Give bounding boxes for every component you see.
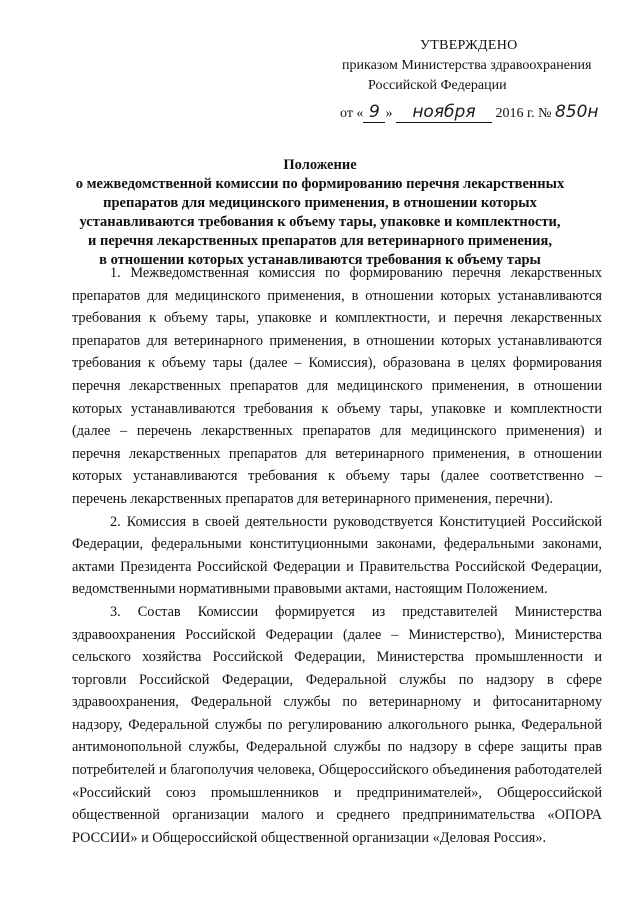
date-month-handwritten: ноября [396,102,492,123]
order-number-handwritten: 850н [554,102,599,122]
approval-stamp: УТВЕРЖДЕНО [420,38,518,53]
paragraph-3: 3. Состав Комиссии формируется из представителей Министерства здравоохранения Российской Федерации (далее – Министерство), Министерства сельского хозяйства Российской Федерации, Министерства промышленности и торговли Российской Федерации, Федеральной службы по надзору в сфере здравоохранения, Федеральной службы по ветеринарному и фитосанитарному надзору, Федеральной службы по регулированию алкогольного рынка, Федеральной антимонопольной службы, Федеральной службы по надзору в сфере защиты прав потребителей и благополучия человека, Общероссийского объединения работодателей «Российский союз промышленников и предпринимателей», Общероссийской общественной организации малого и среднего предпринимательства «ОПОРА РОССИИ» и Общероссийской общественной организации «Деловая Россия». [72,603,602,846]
paragraph-2: 2. Комиссия в своей деятельности руководствуется Конституцией Российской Федерации, федеральными конституционными законами, федеральными законами, актами Президента Российской Федерации и Правительства Российской Федерации, ведомственными нормативными правовыми актами, настоящим Положением. [72,513,602,598]
date-year: 2016 г. № [495,106,552,121]
approval-block [300,36,620,124]
document-body [72,262,602,849]
title-line: о межведомственной комиссии по формированию перечня лекарственных [75,176,565,192]
date-prefix: от « [340,106,364,121]
title-line: препаратов для медицинского применения, в отношении которых [103,195,537,211]
document-title [40,156,600,270]
title-heading: Положение [283,157,357,173]
date-day-handwritten: 9 [363,102,385,123]
title-line: и перечня лекарственных препаратов для ветеринарного применения, [88,233,552,249]
date-mid: » [385,106,393,121]
paragraph-1: 1. Межведомственная комиссия по формированию перечня лекарственных препаратов для медицинского применения, в отношении которых устанавливаются требования к объему тары, упаковке и комплектности, и перечня лекарственных препаратов для ветеринарного применения, в отношении которых устанавливаются требования к объему тары (далее – Комиссия), образована в целях формирования перечня лекарственных препаратов для медицинского применения, в отношении которых устанавливаются требования к объему тары, упаковке и комплектности (далее – перечень лекарственных препаратов для медицинского применения) и перечня лекарственных препаратов для ветеринарного применения, в отношении которых устанавливаются требования к объему тары (далее соответственно – перечень лекарственных препаратов для ветеринарного применения, перечни). [72,265,602,507]
approval-date-line [300,102,620,124]
approval-line-ministry: приказом Министерства здравоохранения [342,58,592,73]
title-line: в отношении которых устанавливаются требования к объему тары [99,252,541,268]
title-line: устанавливаются требования к объему тары, упаковке и комплектности, [79,214,561,230]
approval-line-federation: Российской Федерации [368,78,507,93]
